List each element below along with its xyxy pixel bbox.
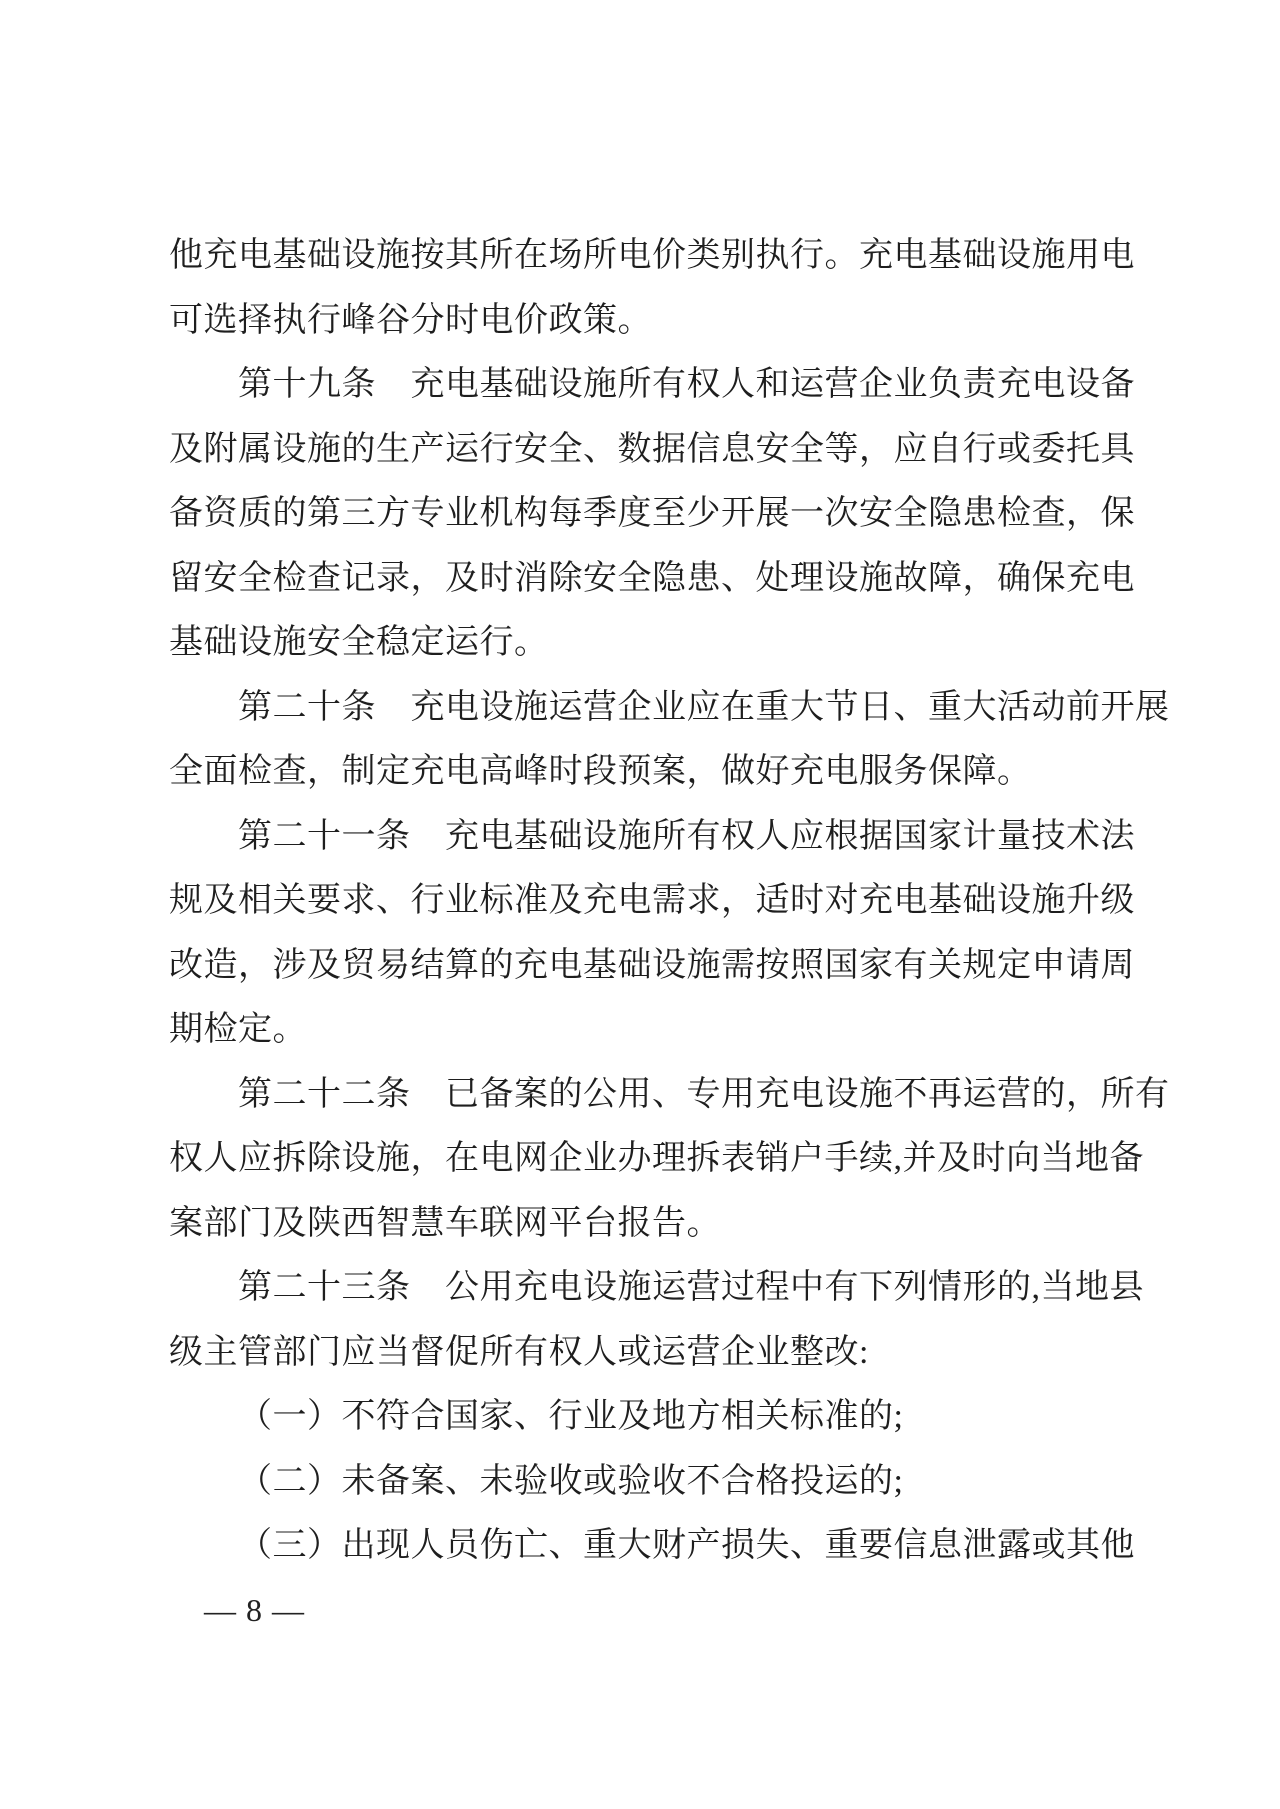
text-line: 第二十一条 充电基础设施所有权人应根据国家计量技术法 bbox=[238, 817, 1135, 855]
text-line: 级主管部门应当督促所有权人或运营企业整改: bbox=[169, 1333, 869, 1371]
text-line: 第二十条 充电设施运营企业应在重大节日、重大活动前开展 bbox=[238, 688, 1170, 726]
text-line: 第十九条 充电基础设施所有权人和运营企业负责充电设备 bbox=[238, 366, 1135, 403]
text-line: 第二十三条 公用充电设施运营过程中有下列情形的,当地县 bbox=[238, 1269, 1144, 1306]
text-line: 规及相关要求、行业标准及充电需求，适时对充电基础设施升级 bbox=[169, 882, 1135, 919]
text-line: 第二十二条 已备案的公用、专用充电设施不再运营的，所有 bbox=[238, 1075, 1170, 1113]
text-line: 案部门及陕西智慧车联网平台报告。 bbox=[169, 1204, 721, 1242]
text-line: （三）出现人员伤亡、重大财产损失、重要信息泄露或其他 bbox=[238, 1527, 1135, 1564]
text-line: 全面检查，制定充电高峰时段预案，做好充电服务保障。 bbox=[169, 753, 1032, 790]
document-body bbox=[169, 224, 1170, 1579]
text-line: 留安全检查记录，及时消除安全隐患、处理设施故障，确保充电 bbox=[169, 559, 1135, 597]
text-line: 期检定。 bbox=[169, 1011, 307, 1048]
text-line: 他充电基础设施按其所在场所电价类别执行。充电基础设施用电 bbox=[169, 237, 1135, 274]
text-line: （二）未备案、未验收或验收不合格投运的; bbox=[238, 1462, 904, 1500]
text-line: 基础设施安全稳定运行。 bbox=[169, 624, 549, 661]
text-line: 改造，涉及贸易结算的充电基础设施需按照国家有关规定申请周 bbox=[169, 946, 1135, 984]
text-line: 可选择执行峰谷分时电价政策。 bbox=[169, 301, 652, 339]
text-line: 备资质的第三方专业机构每季度至少开展一次安全隐患检查，保 bbox=[169, 495, 1135, 532]
text-line: 及附属设施的生产运行安全、数据信息安全等，应自行或委托具 bbox=[169, 430, 1135, 468]
text-line: （一）不符合国家、行业及地方相关标准的; bbox=[238, 1398, 904, 1435]
page-footer: — 8 — bbox=[204, 1592, 305, 1628]
text-line: 权人应拆除设施，在电网企业办理拆表销户手续,并及时向当地备 bbox=[169, 1140, 1144, 1177]
